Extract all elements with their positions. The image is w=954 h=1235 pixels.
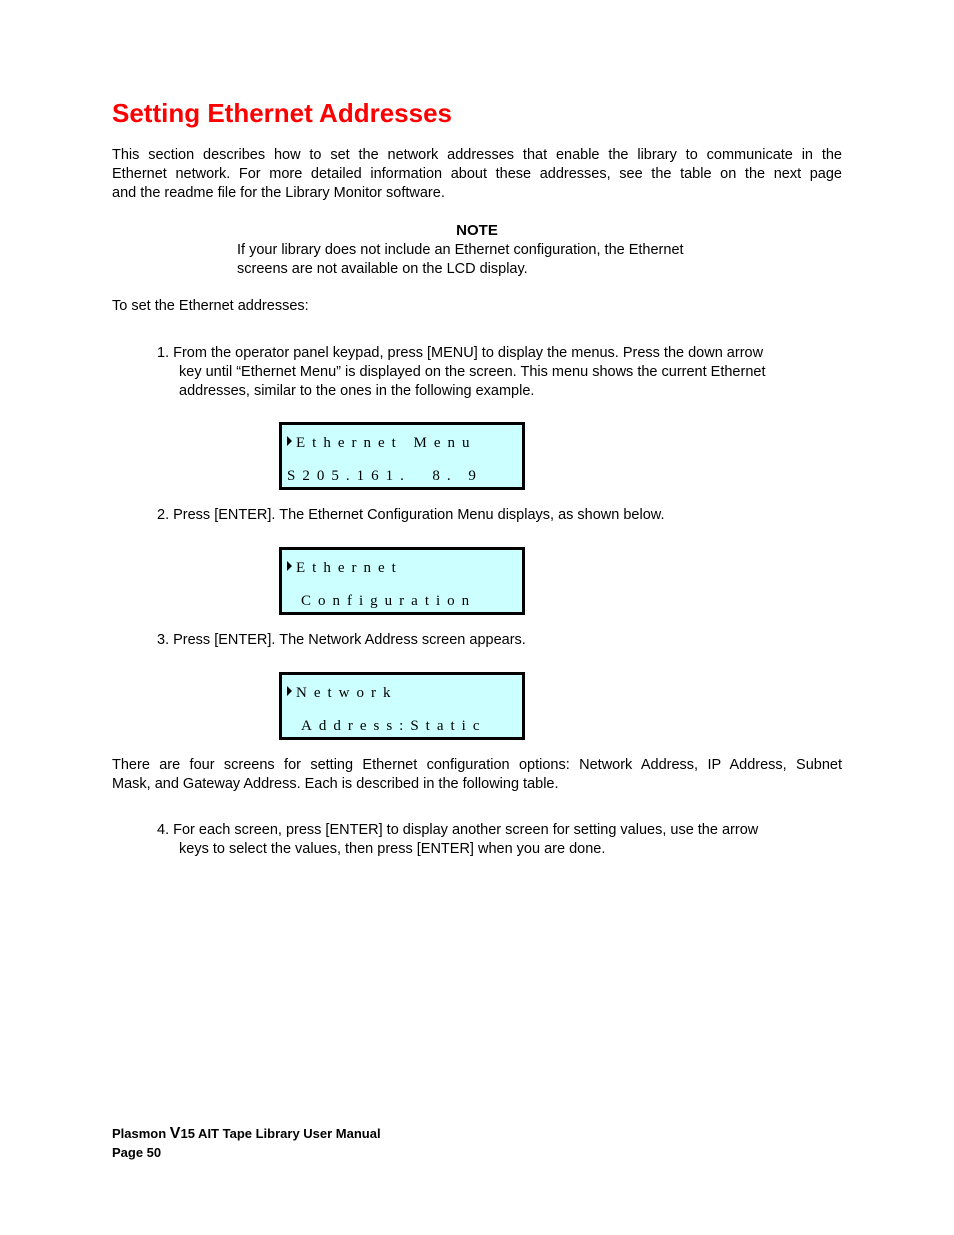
- intro-paragraph: [112, 146, 842, 203]
- screens-paragraph: [112, 756, 842, 794]
- lcd-screen-ethernet-menu: [279, 422, 525, 490]
- lcd-screen-network-address: [279, 672, 525, 740]
- step-2: [157, 506, 817, 525]
- cursor-arrow-icon: [287, 686, 292, 696]
- lcd-line-1: [287, 433, 477, 453]
- step-line: keys to select the values, then press [ENTER] when you are done.: [179, 841, 606, 857]
- step-1: [157, 344, 817, 401]
- lcd-text: Network: [296, 685, 398, 701]
- footer-title-prefix: Plasmon: [112, 1126, 170, 1141]
- cursor-arrow-icon: [287, 561, 292, 571]
- intro-line: Ethernet network. For more detailed information about these addresses, see the table on the next page: [112, 166, 842, 182]
- note-body: [237, 241, 737, 279]
- lcd-text: Ethernet: [296, 560, 403, 576]
- intro-line: and the readme file for the Library Monitor software.: [112, 185, 445, 201]
- footer-page-number: Page 50: [112, 1145, 162, 1160]
- page-title: Setting Ethernet Addresses: [112, 98, 453, 128]
- note-heading: NOTE: [456, 222, 498, 239]
- step-line: 4. For each screen, press [ENTER] to display another screen for setting values, use the arrow: [157, 822, 759, 838]
- screens-line: Mask, and Gateway Address. Each is described in the following table.: [112, 776, 559, 792]
- footer-title-suffix: 15 AIT Tape Library User Manual: [180, 1126, 381, 1141]
- step-line: 1. From the operator panel keypad, press [MENU] to display the menus. Press the down arrow: [157, 345, 764, 361]
- step-4: [157, 821, 817, 859]
- footer-manual-title: [112, 1124, 381, 1143]
- intro-line: This section describes how to set the network addresses that enable the library to communicate in the: [112, 147, 842, 163]
- step-line: 2. Press [ENTER]. The Ethernet Configuration Menu displays, as shown below.: [157, 507, 665, 523]
- lcd-line-1: [287, 558, 403, 578]
- note-line: screens are not available on the LCD display.: [237, 261, 528, 277]
- lcd-line-2: S205.161. 8. 9: [287, 468, 483, 484]
- step-line: 3. Press [ENTER]. The Network Address screen appears.: [157, 632, 526, 648]
- step-3: [157, 631, 817, 650]
- lcd-line-2: Address:Static: [301, 718, 487, 734]
- lcd-text: Ethernet Menu: [296, 435, 477, 451]
- step-line: addresses, similar to the ones in the following example.: [179, 383, 535, 399]
- footer-title-v: V: [169, 1125, 181, 1142]
- lcd-line-1: [287, 683, 398, 703]
- note-line: If your library does not include an Ethernet configuration, the Ethernet: [237, 242, 684, 258]
- cursor-arrow-icon: [287, 436, 292, 446]
- screens-line: There are four screens for setting Ethernet configuration options: Network Address, IP Address, Subnet: [112, 757, 842, 773]
- step-line: key until “Ethernet Menu” is displayed on the screen. This menu shows the current Ethernet: [179, 364, 766, 380]
- lcd-line-2: Configuration: [301, 593, 477, 609]
- instructions-lead: To set the Ethernet addresses:: [112, 298, 309, 314]
- lcd-screen-ethernet-configuration: [279, 547, 525, 615]
